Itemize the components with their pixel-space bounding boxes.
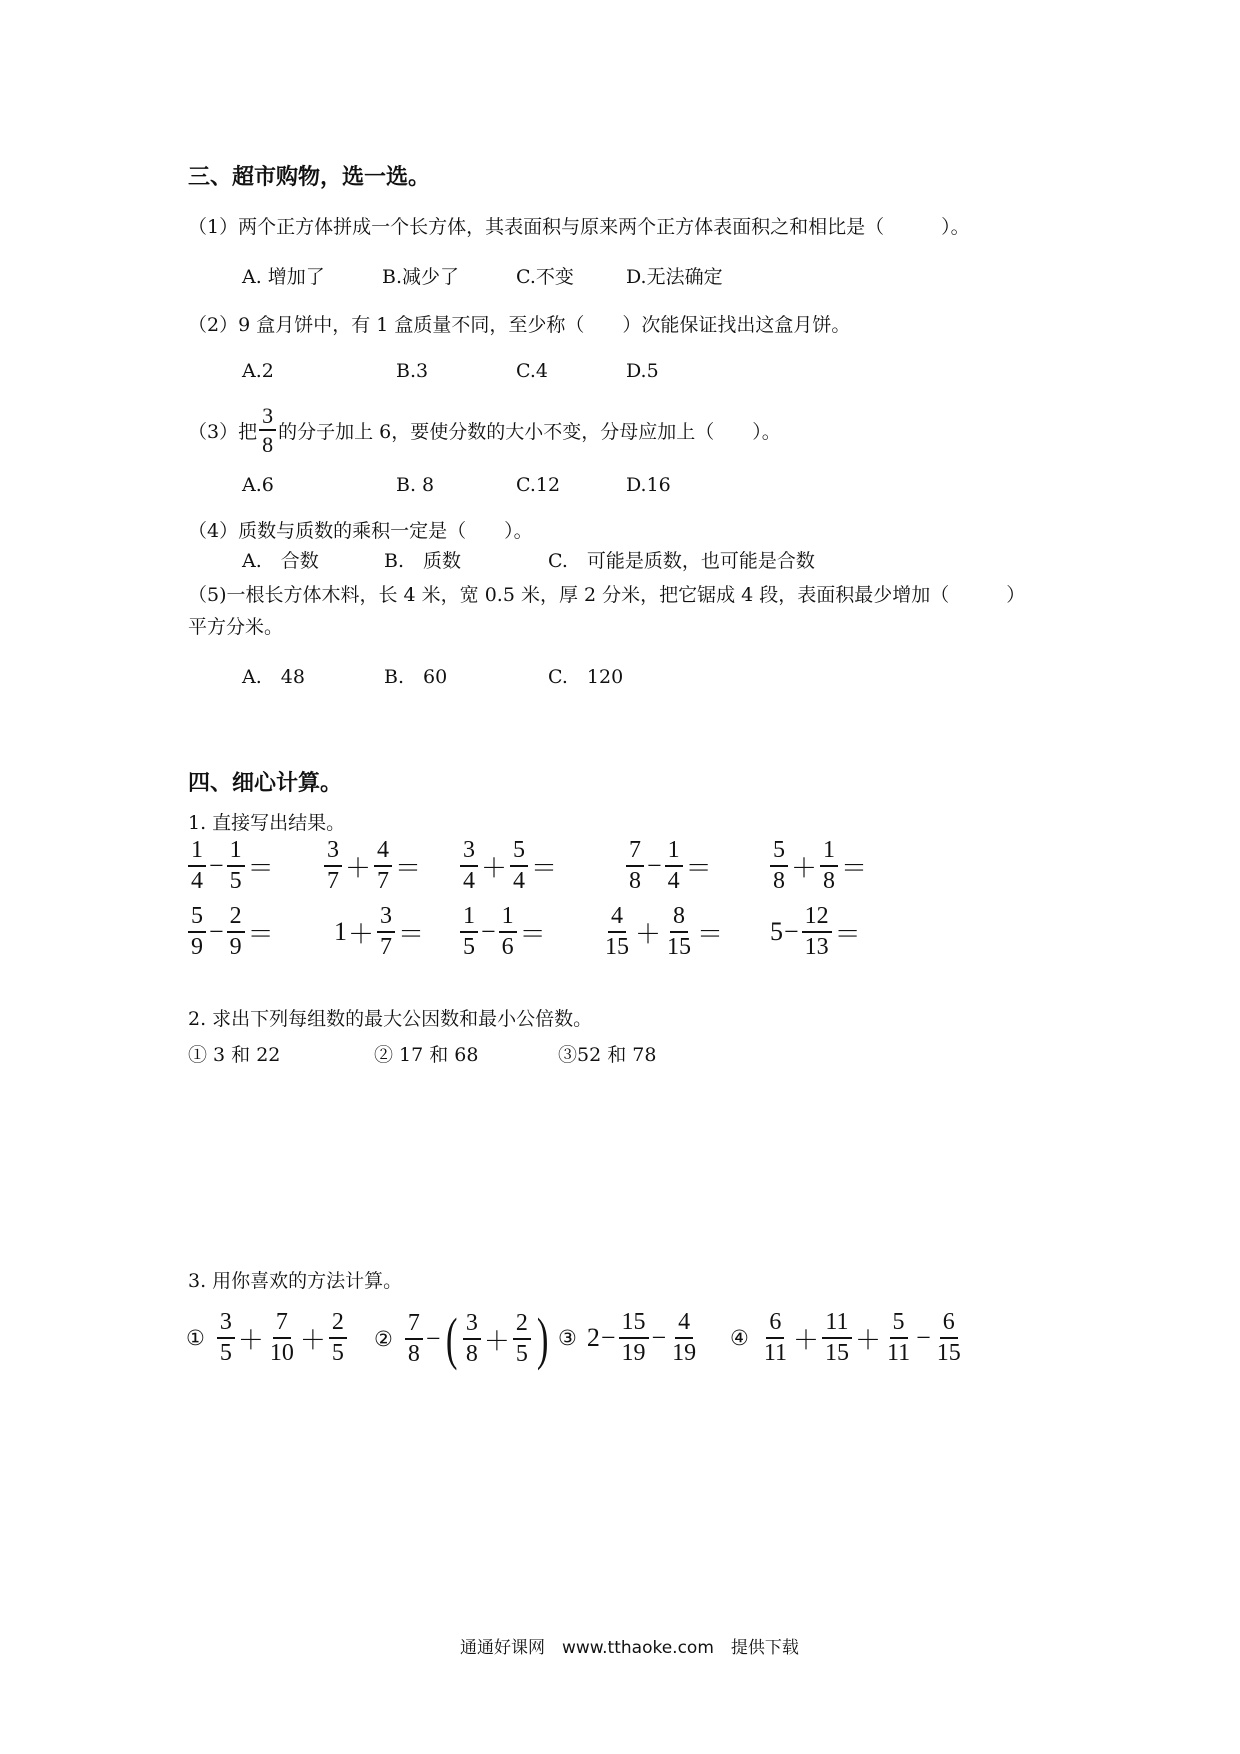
q3-stem-suffix: 的分子加上 6，要使分数的大小不变，分母应加上（ ）。 — [278, 420, 781, 443]
denominator: 7 — [377, 868, 390, 895]
numerator: 5 — [770, 838, 788, 867]
fraction — [669, 1310, 699, 1366]
denominator: 11 — [763, 1340, 787, 1367]
numerator: 5 — [890, 1310, 908, 1339]
denominator: 10 — [269, 1340, 294, 1367]
part3-expression-4 — [730, 1310, 966, 1366]
fraction — [770, 838, 788, 894]
whole-number: 5 — [770, 917, 783, 947]
numerator: 3 — [463, 1311, 481, 1340]
numerator: 7 — [273, 1310, 291, 1339]
denominator: 4 — [191, 868, 203, 895]
marker-4: ④ — [730, 1326, 749, 1351]
fraction — [188, 838, 206, 894]
denominator: 19 — [621, 1340, 646, 1367]
question-1-stem: （1）两个正方体拼成一个长方体，其表面积与原来两个正方体表面积之和相比是（ ）。 — [188, 216, 970, 238]
denominator: 9 — [191, 934, 203, 961]
q3-fraction — [259, 404, 276, 456]
q1-option-d: D.无法确定 — [626, 266, 723, 288]
fraction — [188, 904, 206, 960]
denominator: 15 — [605, 934, 629, 961]
q2-option-b: B.3 — [396, 360, 429, 382]
numerator: 6 — [766, 1310, 784, 1339]
fraction — [802, 904, 832, 960]
q3-fraction-numerator: 3 — [259, 404, 276, 431]
marker-3: ③ — [558, 1326, 577, 1351]
fraction — [934, 1310, 964, 1366]
calc-row1-item5 — [768, 838, 868, 894]
calc-row1-item1 — [186, 838, 275, 894]
numerator: 3 — [460, 838, 478, 867]
right-parenthesis: ) — [536, 1306, 549, 1371]
equals-sign: ＝ — [519, 919, 546, 949]
fraction — [820, 838, 838, 894]
denominator: 15 — [936, 1340, 961, 1367]
fraction — [513, 1311, 531, 1367]
q1-option-a: A. 增加了 — [242, 266, 325, 288]
equals-sign: ＝ — [531, 853, 558, 883]
part3-expression-2 — [374, 1306, 552, 1371]
equals-sign: ＝ — [697, 919, 724, 949]
question-2-stem: （2）9 盒月饼中，有 1 盒质量不同，至少称（ ）次能保证找出这盒月饼。 — [188, 314, 851, 336]
equals-sign: ＝ — [247, 853, 274, 883]
denominator: 15 — [667, 934, 692, 961]
fraction — [324, 838, 342, 894]
fraction — [460, 838, 478, 894]
numerator: 5 — [510, 838, 528, 867]
operator: − — [209, 917, 224, 947]
fraction — [405, 1311, 423, 1367]
marker-2: ② — [374, 1327, 393, 1351]
numerator: 3 — [377, 904, 395, 933]
fraction — [822, 1310, 852, 1366]
section4-heading: 四、细心计算。 — [188, 771, 343, 796]
q5-option-a: A. 48 — [242, 666, 305, 688]
numerator: 11 — [822, 1310, 851, 1339]
fraction — [227, 904, 245, 960]
operator: ＋ — [481, 853, 508, 883]
denominator: 13 — [804, 934, 829, 961]
part3-expression-1 — [186, 1310, 349, 1366]
denominator: 8 — [407, 1341, 420, 1367]
denominator: 7 — [327, 868, 339, 895]
numerator: 3 — [324, 838, 342, 867]
denominator: 19 — [672, 1340, 697, 1367]
operator: ＋ — [299, 1325, 326, 1355]
numerator: 8 — [670, 904, 688, 933]
q2-option-d: D.5 — [626, 360, 659, 382]
q3-stem-prefix: （3）把 — [188, 420, 258, 443]
numerator: 3 — [217, 1310, 235, 1339]
q5-option-b: B. 60 — [384, 666, 448, 688]
fraction — [374, 838, 392, 894]
fraction — [884, 1310, 913, 1366]
equals-sign: ＝ — [247, 919, 274, 949]
equals-sign: ＝ — [841, 853, 868, 883]
numerator: 7 — [626, 838, 644, 867]
q3-option-d: D.16 — [626, 474, 671, 496]
q4-option-b: B. 质数 — [384, 550, 462, 572]
whole-number: 1 — [334, 917, 347, 947]
fraction — [510, 838, 528, 894]
denominator: 5 — [229, 868, 242, 895]
q2-option-c: C.4 — [516, 360, 548, 382]
operator: ＋ — [483, 1326, 510, 1356]
part2-item-3: ③52 和 78 — [558, 1044, 657, 1066]
whole-number: 2 — [586, 1323, 600, 1353]
operator: − — [481, 917, 496, 947]
left-parenthesis: ( — [445, 1306, 457, 1371]
numerator: 15 — [619, 1310, 649, 1339]
part2-item-1: ① 3 和 22 — [188, 1044, 281, 1066]
q4-option-a: A. 合数 — [242, 550, 319, 572]
fraction — [217, 1310, 235, 1366]
q3-option-b: B. 8 — [396, 474, 435, 496]
fraction — [665, 838, 683, 894]
numerator: 5 — [188, 904, 206, 933]
calc-part2-title: 2. 求出下列每组数的最大公因数和最小公倍数。 — [188, 1008, 593, 1030]
operator: ＋ — [791, 853, 818, 883]
fraction — [329, 1310, 347, 1366]
operator: − — [209, 851, 224, 881]
denominator: 6 — [501, 934, 514, 961]
operator: − — [916, 1323, 931, 1353]
fraction — [460, 904, 478, 960]
denominator: 5 — [515, 1341, 528, 1367]
operator: − — [425, 1324, 441, 1353]
q4-option-c: C. 可能是质数，也可能是合数 — [548, 550, 815, 572]
calc-row2-item2 — [334, 904, 425, 960]
numerator: 1 — [460, 904, 478, 933]
numerator: 4 — [675, 1310, 693, 1339]
fraction — [499, 904, 517, 960]
denominator: 11 — [886, 1340, 911, 1367]
fraction — [227, 838, 245, 894]
calc-part1-title: 1. 直接写出结果。 — [188, 812, 346, 834]
q5-option-c: C. 120 — [548, 666, 624, 688]
numerator: 1 — [227, 838, 245, 867]
calc-row2-item5 — [770, 904, 862, 960]
calc-row1-item3 — [458, 838, 558, 894]
equals-sign: ＝ — [685, 853, 712, 883]
numerator: 1 — [499, 904, 517, 933]
operator: − — [600, 1323, 616, 1353]
denominator: 4 — [513, 868, 526, 895]
operator: − — [647, 851, 662, 881]
equals-sign: ＝ — [834, 919, 861, 949]
calc-part3-title: 3. 用你喜欢的方法计算。 — [188, 1270, 403, 1292]
marker-1: ① — [186, 1326, 205, 1351]
q3-option-a: A.6 — [242, 474, 274, 496]
denominator: 8 — [465, 1341, 478, 1367]
fraction — [463, 1311, 481, 1367]
operator: ＋ — [792, 1325, 819, 1355]
denominator: 8 — [629, 868, 641, 895]
numerator: 4 — [374, 838, 392, 867]
question-4-stem: （4）质数与质数的乘积一定是（ ）。 — [188, 520, 533, 542]
calc-row2-item3 — [458, 904, 547, 960]
denominator: 8 — [773, 868, 785, 895]
operator: ＋ — [635, 919, 662, 949]
operator: ＋ — [854, 1325, 881, 1355]
calc-row1-item4 — [624, 838, 713, 894]
fraction — [267, 1310, 297, 1366]
equals-sign: ＝ — [395, 853, 422, 883]
denominator: 9 — [229, 934, 242, 961]
denominator: 4 — [667, 868, 680, 895]
calc-row2-item4 — [600, 904, 724, 960]
operator: − — [651, 1323, 667, 1353]
numerator: 1 — [665, 838, 683, 867]
numerator: 6 — [940, 1310, 958, 1339]
operator: − — [784, 917, 799, 947]
question-5-stem-line2: 平方分米。 — [188, 616, 284, 638]
question-5-stem: （5)一根长方体木料，长 4 米，宽 0.5 米，厚 2 分米，把它锯成 4 段，表面积最少增加（ ） — [188, 584, 1026, 606]
equals-sign: ＝ — [398, 919, 425, 949]
operator: ＋ — [345, 853, 372, 883]
q3-option-c: C.12 — [516, 474, 561, 496]
fraction — [602, 904, 632, 960]
denominator: 5 — [463, 934, 475, 961]
numerator: 1 — [820, 838, 838, 867]
fraction — [761, 1310, 790, 1366]
denominator: 5 — [331, 1340, 344, 1367]
numerator: 1 — [188, 838, 206, 867]
numerator: 2 — [513, 1311, 531, 1340]
question-3-stem — [188, 404, 781, 456]
fraction — [664, 904, 694, 960]
denominator: 5 — [219, 1340, 232, 1367]
calc-row2-item1 — [186, 904, 275, 960]
numerator: 2 — [329, 1310, 347, 1339]
q1-option-c: C.不变 — [516, 266, 574, 288]
fraction — [377, 904, 395, 960]
q1-option-b: B.减少了 — [382, 266, 460, 288]
numerator: 7 — [405, 1311, 423, 1340]
part2-item-2: ② 17 和 68 — [374, 1044, 479, 1066]
part3-expression-3 — [558, 1310, 701, 1366]
section3-heading: 三、超市购物，选一选。 — [188, 165, 431, 190]
operator: ＋ — [237, 1325, 264, 1355]
numerator: 4 — [608, 904, 626, 933]
numerator: 2 — [227, 904, 245, 933]
denominator: 4 — [463, 868, 475, 895]
q3-fraction-denominator: 8 — [262, 432, 274, 458]
calc-row1-item2 — [322, 838, 422, 894]
fraction — [626, 838, 644, 894]
numerator: 12 — [802, 904, 832, 933]
q2-option-a: A.2 — [242, 360, 274, 382]
operator: ＋ — [348, 919, 375, 949]
fraction — [619, 1310, 649, 1366]
page-footer: 通通好课网 www.tthaoke.com 提供下载 — [460, 1638, 799, 1658]
denominator: 15 — [824, 1340, 849, 1367]
denominator: 7 — [380, 934, 393, 961]
denominator: 8 — [823, 868, 836, 895]
